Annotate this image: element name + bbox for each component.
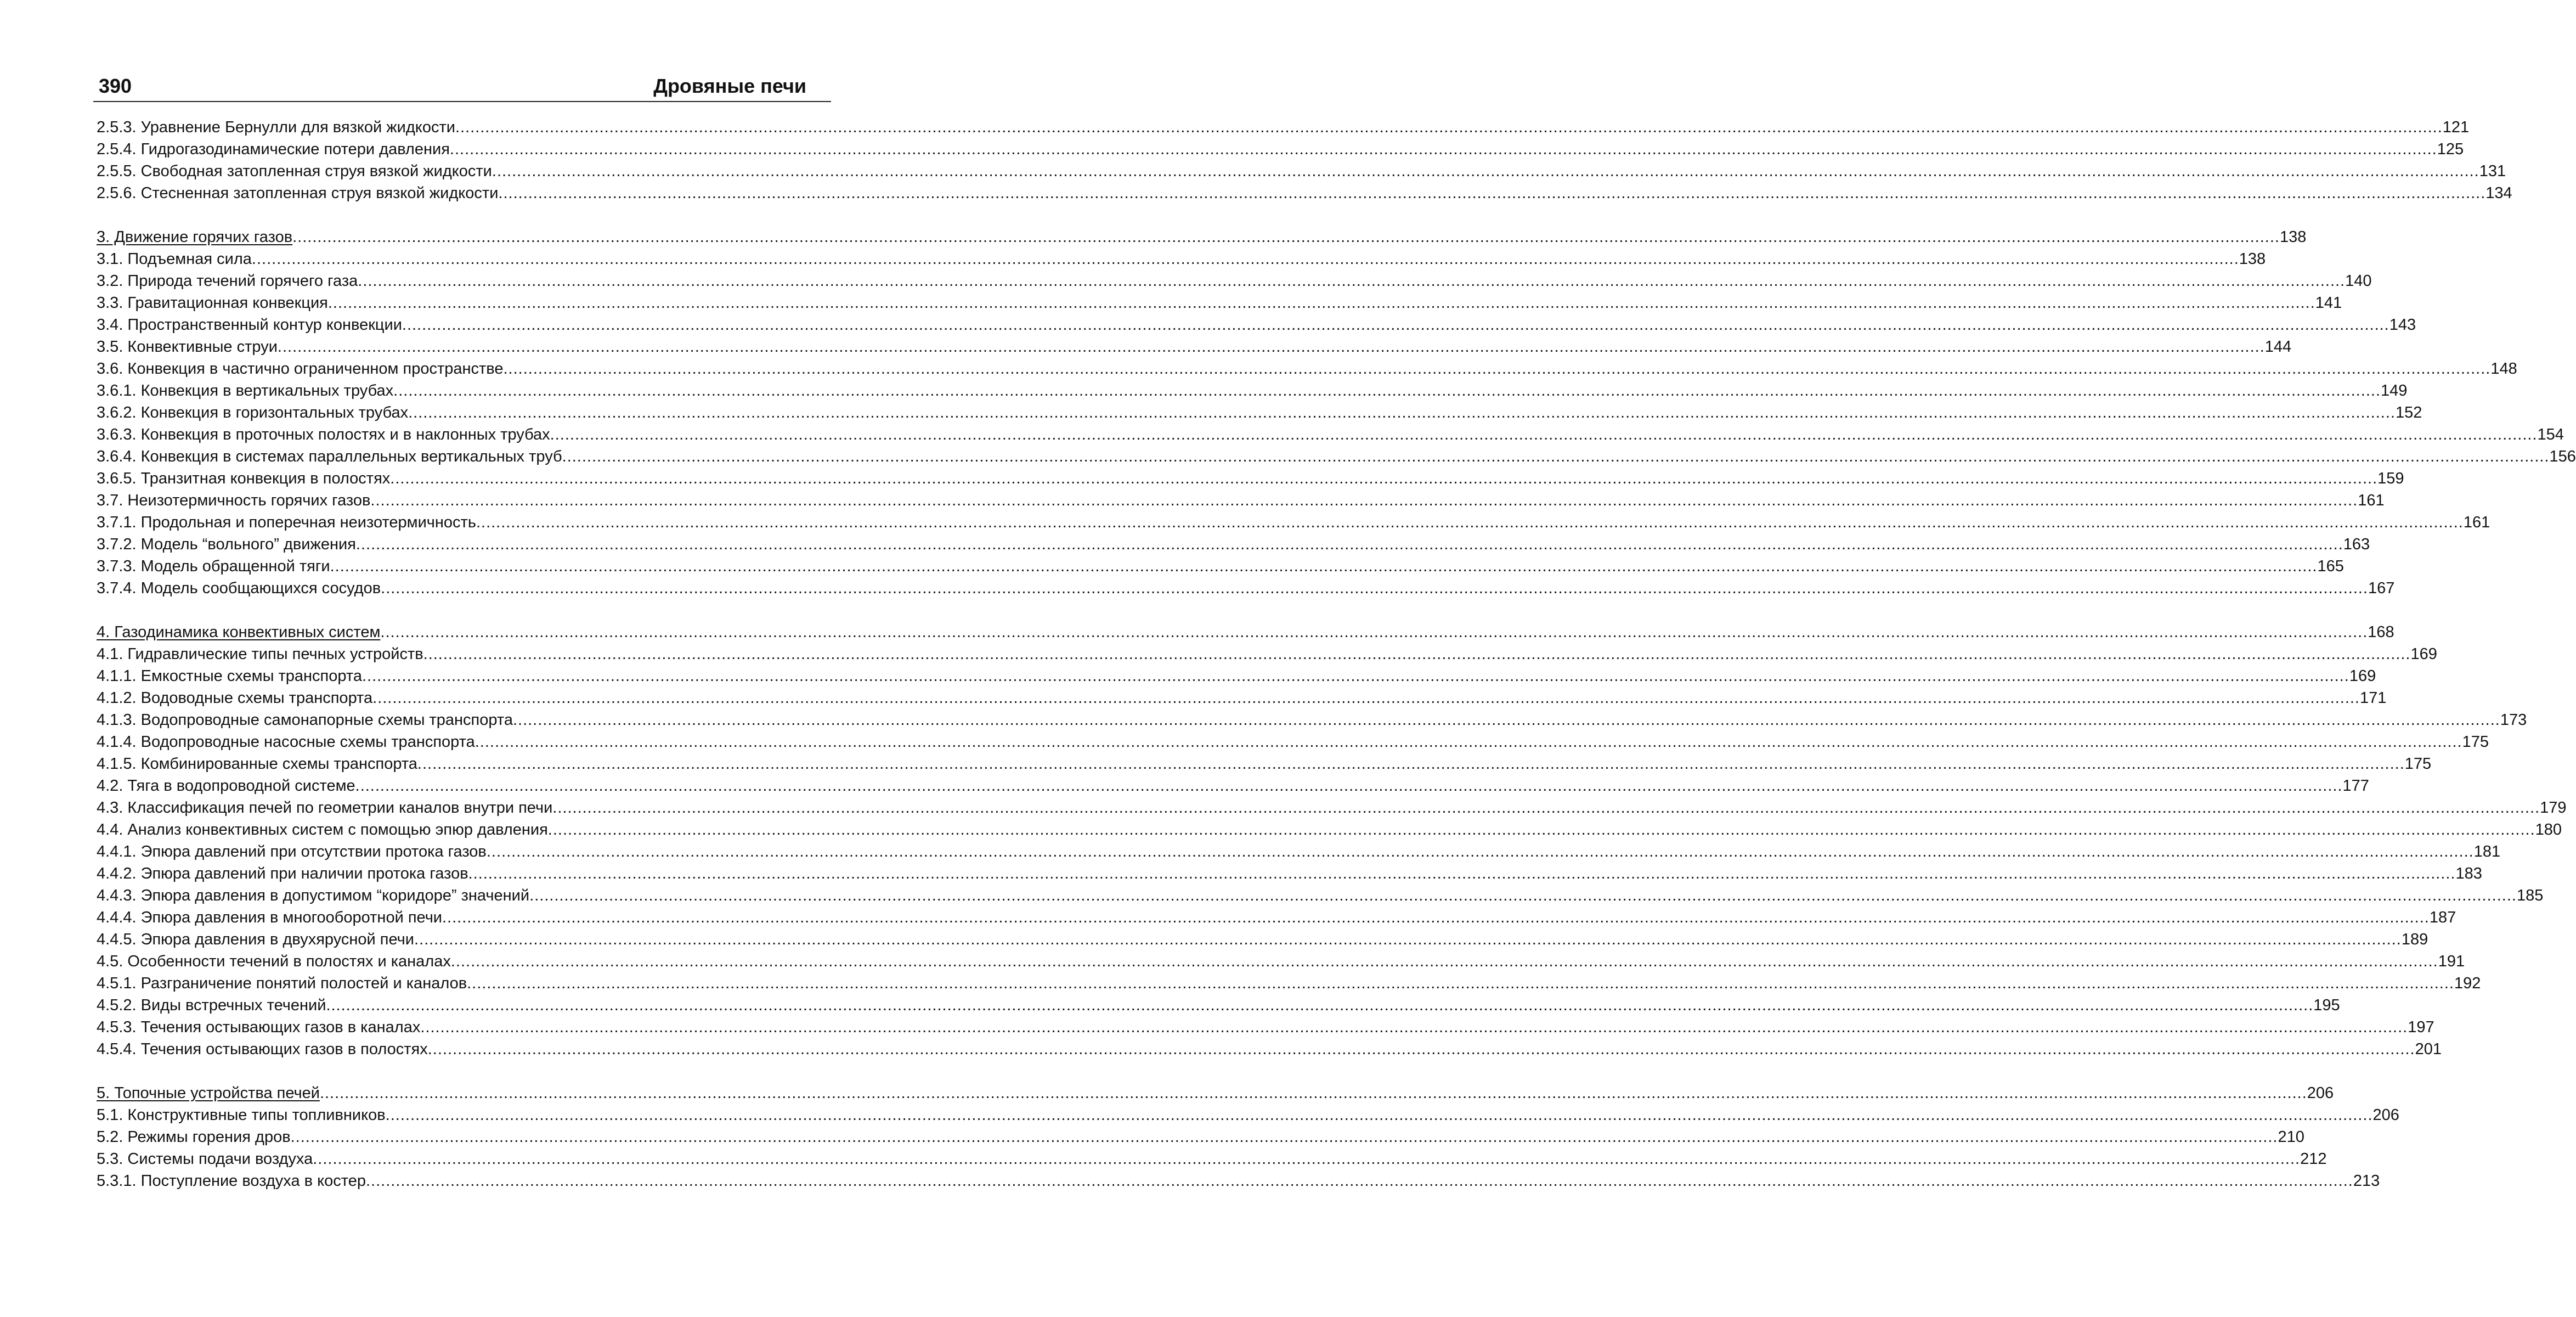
toc-entry[interactable] [97, 665, 2376, 687]
dot-leader: ................................................................................................................................................................................................................................................................................................................................................................................................................ [512, 711, 2500, 729]
dot-leader: ................................................................................................................................................................................................................................................................................................................................................................................................................ [468, 865, 2456, 882]
toc-entry-title: 4.1.3. Водопроводные самонапорные схемы транспорта [97, 711, 513, 729]
toc-entry[interactable] [97, 555, 2344, 577]
toc-entry[interactable] [97, 138, 2464, 160]
toc-entry-title: 3.6.4. Конвекция в системах параллельных вертикальных труб [97, 448, 562, 465]
toc-entry[interactable] [97, 797, 2567, 819]
dot-leader: ................................................................................................................................................................................................................................................................................................................................................................................................................ [474, 733, 2462, 751]
toc-entry[interactable] [97, 819, 2562, 841]
dot-leader: ................................................................................................................................................................................................................................................................................................................................................................................................................ [547, 821, 2535, 838]
running-title: Дровяные печи [653, 75, 806, 97]
dot-leader: ................................................................................................................................................................................................................................................................................................................................................................................................................ [455, 119, 2443, 136]
section-gap [97, 599, 829, 621]
toc-entry-page: 156 [2549, 448, 2576, 465]
dot-leader: ................................................................................................................................................................................................................................................................................................................................................................................................................ [326, 997, 2314, 1014]
toc-entry-page: 179 [2540, 799, 2567, 817]
toc-entry-page: 195 [2313, 997, 2340, 1014]
toc-chapter-heading[interactable] [97, 621, 2394, 643]
toc-entry-title: 3.6.1. Конвекция в вертикальных трубах [97, 382, 394, 399]
dot-leader: ................................................................................................................................................................................................................................................................................................................................................................................................................ [414, 931, 2402, 948]
toc-entry-title: 4.1. Гидравлические типы печных устройств [97, 645, 423, 663]
toc-entry-page: 161 [2358, 492, 2385, 509]
toc-entry-page: 181 [2473, 843, 2501, 860]
toc-entry[interactable] [97, 577, 2395, 599]
toc-entry[interactable] [97, 160, 2506, 182]
toc-entry[interactable] [97, 841, 2501, 863]
toc-entry[interactable] [97, 775, 2369, 797]
toc-entry[interactable] [97, 292, 2342, 314]
toc-entry[interactable] [97, 116, 2470, 138]
dot-leader: ................................................................................................................................................................................................................................................................................................................................................................................................................ [492, 162, 2479, 180]
dot-leader: ................................................................................................................................................................................................................................................................................................................................................................................................................ [251, 250, 2239, 268]
dot-leader: ................................................................................................................................................................................................................................................................................................................................................................................................................ [402, 316, 2389, 334]
dot-leader: ................................................................................................................................................................................................................................................................................................................................................................................................................ [423, 645, 2411, 663]
toc-entry-title: 3.7.4. Модель сообщающихся сосудов [97, 579, 381, 597]
toc-entry[interactable] [97, 489, 2385, 511]
toc-entry-title: 3.6.2. Конвекция в горизонтальных трубах [97, 404, 409, 421]
toc-entry-page: 180 [2535, 821, 2562, 838]
toc-entry[interactable] [97, 533, 2370, 555]
dot-leader: ................................................................................................................................................................................................................................................................................................................................................................................................................ [498, 184, 2486, 202]
dot-leader: ................................................................................................................................................................................................................................................................................................................................................................................................................ [408, 404, 2396, 421]
dot-leader: ................................................................................................................................................................................................................................................................................................................................................................................................................ [355, 536, 2343, 553]
toc-entry-page: 121 [2442, 119, 2470, 136]
toc-entry-page: 177 [2342, 777, 2369, 795]
toc-entry-title: 3.1. Подъемная сила [97, 250, 252, 268]
toc-entry-page: 169 [2349, 667, 2376, 685]
toc-entry-page: 183 [2455, 865, 2482, 882]
section-gap [97, 204, 829, 226]
page-number: 390 [99, 75, 132, 97]
toc-entry-title: 3.4. Пространственный контур конвекции [97, 316, 402, 334]
toc-entry-title: 3.3. Гравитационная конвекция [97, 294, 328, 312]
dot-leader: ................................................................................................................................................................................................................................................................................................................................................................................................................ [290, 1128, 2278, 1146]
toc-entry-title: 4.4. Анализ конвективных систем с помощью эпюр давления [97, 821, 548, 838]
toc-entry[interactable] [97, 1170, 2380, 1192]
table-of-contents [97, 116, 2576, 1192]
toc-entry-page: 144 [2264, 338, 2292, 356]
toc-entry[interactable] [97, 402, 2422, 424]
toc-entry[interactable] [97, 1016, 2434, 1038]
toc-entry-title: 4.1.2. Водоводные схемы транспорта [97, 689, 373, 707]
toc-entry[interactable] [97, 972, 2481, 994]
dot-leader: ................................................................................................................................................................................................................................................................................................................................................................................................................ [450, 953, 2438, 970]
toc-entry-page: 185 [2516, 887, 2544, 904]
toc-entry[interactable] [97, 994, 2340, 1016]
toc-entry-title: 4.5. Особенности течений в полостях и каналах [97, 953, 451, 970]
toc-entry-page: 197 [2408, 1018, 2434, 1036]
toc-entry-page: 148 [2490, 360, 2517, 378]
toc-entry-title: 4. Газодинамика конвективных систем [97, 623, 381, 641]
toc-entry[interactable] [97, 446, 2576, 468]
toc-entry[interactable] [97, 950, 2465, 972]
toc-entry[interactable] [97, 753, 2432, 775]
dot-leader: ................................................................................................................................................................................................................................................................................................................................................................................................................ [420, 1018, 2408, 1036]
dot-leader: ................................................................................................................................................................................................................................................................................................................................................................................................................ [327, 294, 2315, 312]
toc-entry-page: 138 [2239, 250, 2266, 268]
toc-entry[interactable] [97, 182, 2512, 204]
toc-entry[interactable] [97, 1104, 2399, 1126]
toc-entry[interactable] [97, 907, 2456, 928]
toc-entry-title: 5.3. Системы подачи воздуха [97, 1150, 313, 1168]
toc-entry[interactable] [97, 709, 2527, 731]
dot-leader: ................................................................................................................................................................................................................................................................................................................................................................................................................ [381, 579, 2368, 597]
toc-entry-page: 213 [2353, 1172, 2380, 1190]
dot-leader: ................................................................................................................................................................................................................................................................................................................................................................................................................ [366, 1172, 2353, 1190]
dot-leader: ................................................................................................................................................................................................................................................................................................................................................................................................................ [449, 140, 2437, 158]
toc-entry-title: 5. Топочные устройства печей [97, 1084, 320, 1102]
toc-entry-page: 131 [2479, 162, 2506, 180]
toc-entry-page: 159 [2377, 470, 2404, 487]
toc-entry[interactable] [97, 380, 2408, 402]
dot-leader: ................................................................................................................................................................................................................................................................................................................................................................................................................ [562, 448, 2550, 465]
toc-entry-title: 4.1.4. Водопроводные насосные схемы транспорта [97, 733, 475, 751]
toc-entry[interactable] [97, 424, 2564, 446]
toc-entry-page: 175 [2404, 755, 2432, 773]
dot-leader: ................................................................................................................................................................................................................................................................................................................................................................................................................ [380, 623, 2368, 641]
toc-entry-title: 4.4.1. Эпюра давлений при отсутствии протока газов [97, 843, 487, 860]
toc-entry-page: 161 [2463, 514, 2490, 531]
toc-entry-title: 4.5.2. Виды встречных течений [97, 997, 326, 1014]
toc-entry-title: 3.2. Природа течений горячего газа [97, 272, 358, 290]
toc-entry-title: 4.2. Тяга в водопроводной системе [97, 777, 355, 795]
toc-entry-page: 154 [2537, 426, 2564, 443]
toc-entry[interactable] [97, 928, 2428, 950]
toc-entry-page: 169 [2410, 645, 2437, 663]
toc-entry-page: 212 [2300, 1150, 2327, 1168]
toc-chapter-heading[interactable] [97, 226, 2307, 248]
dot-leader: ................................................................................................................................................................................................................................................................................................................................................................................................................ [552, 799, 2540, 817]
toc-entry-title: 2.5.4. Гидрогазодинамические потери давления [97, 140, 450, 158]
dot-leader: ................................................................................................................................................................................................................................................................................................................................................................................................................ [330, 558, 2318, 575]
toc-entry[interactable] [97, 511, 2490, 533]
toc-entry-title: 4.1.1. Емкостные схемы транспорта [97, 667, 362, 685]
toc-entry[interactable] [97, 1126, 2304, 1148]
dot-leader: ................................................................................................................................................................................................................................................................................................................................................................................................................ [370, 492, 2358, 509]
toc-entry-title: 3.7.2. Модель “вольного” движения [97, 536, 356, 553]
dot-leader: ................................................................................................................................................................................................................................................................................................................................................................................................................ [427, 1040, 2415, 1058]
toc-entry-page: 165 [2317, 558, 2344, 575]
toc-entry-title: 3.5. Конвективные струи [97, 338, 278, 356]
toc-entry-page: 192 [2454, 975, 2481, 992]
toc-entry-page: 173 [2500, 711, 2527, 729]
toc-entry-page: 189 [2401, 931, 2428, 948]
toc-entry-title: 4.4.5. Эпюра давления в двухярусной печи [97, 931, 414, 948]
toc-entry-page: 168 [2368, 623, 2394, 641]
toc-entry-title: 3.6. Конвекция в частично ограниченном пространстве [97, 360, 504, 378]
dot-leader: ................................................................................................................................................................................................................................................................................................................................................................................................................ [319, 1084, 2307, 1102]
toc-entry-page: 140 [2345, 272, 2372, 290]
toc-entry[interactable] [97, 314, 2416, 336]
toc-entry-page: 201 [2415, 1040, 2442, 1058]
toc-entry-page: 143 [2389, 316, 2416, 334]
toc-entry[interactable] [97, 731, 2489, 753]
toc-entry[interactable] [97, 336, 2292, 358]
toc-entry[interactable] [97, 270, 2372, 292]
toc-entry[interactable] [97, 863, 2482, 885]
toc-entry[interactable] [97, 687, 2387, 709]
dot-leader: ................................................................................................................................................................................................................................................................................................................................................................................................................ [503, 360, 2491, 378]
toc-entry-page: 187 [2429, 909, 2456, 926]
toc-entry[interactable] [97, 885, 2544, 907]
toc-entry-page: 141 [2315, 294, 2342, 312]
toc-entry[interactable] [97, 1148, 2327, 1170]
toc-entry-page: 210 [2278, 1128, 2304, 1146]
dot-leader: ................................................................................................................................................................................................................................................................................................................................................................................................................ [390, 470, 2378, 487]
toc-entry-page: 149 [2381, 382, 2408, 399]
toc-entry-page: 134 [2485, 184, 2512, 202]
dot-leader: ................................................................................................................................................................................................................................................................................................................................................................................................................ [385, 1106, 2373, 1124]
dot-leader: ................................................................................................................................................................................................................................................................................................................................................................................................................ [529, 887, 2517, 904]
dot-leader: ................................................................................................................................................................................................................................................................................................................................................................................................................ [476, 514, 2464, 531]
dot-leader: ................................................................................................................................................................................................................................................................................................................................................................................................................ [372, 689, 2360, 707]
toc-entry-title: 4.4.3. Эпюра давления в допустимом “коридоре” значений [97, 887, 530, 904]
toc-entry-title: 5.2. Режимы горения дров [97, 1128, 291, 1146]
toc-entry-title: 4.4.2. Эпюра давлений при наличии протока газов [97, 865, 468, 882]
dot-leader: ................................................................................................................................................................................................................................................................................................................................................................................................................ [358, 272, 2346, 290]
dot-leader: ................................................................................................................................................................................................................................................................................................................................................................................................................ [550, 426, 2538, 443]
dot-leader: ................................................................................................................................................................................................................................................................................................................................................................................................................ [467, 975, 2454, 992]
toc-entry-title: 4.5.4. Течения остывающих газов в полостях [97, 1040, 428, 1058]
toc-entry-title: 2.5.5. Свободная затопленная струя вязкой жидкости [97, 162, 492, 180]
toc-entry-title: 3.6.3. Конвекция в проточных полостях и в наклонных трубах [97, 426, 550, 443]
dot-leader: ................................................................................................................................................................................................................................................................................................................................................................................................................ [442, 909, 2430, 926]
toc-entry-page: 171 [2360, 689, 2387, 707]
toc-entry-title: 5.1. Конструктивные типы топливников [97, 1106, 386, 1124]
toc-entry-title: 4.5.1. Разграничение понятий полостей и каналов [97, 975, 467, 992]
toc-entry[interactable] [97, 248, 2266, 270]
toc-entry-title: 3.6.5. Транзитная конвекция в полостях [97, 470, 391, 487]
toc-entry-title: 4.1.5. Комбинированные схемы транспорта [97, 755, 417, 773]
toc-entry-title: 5.3.1. Поступление воздуха в костер [97, 1172, 366, 1190]
toc-entry[interactable] [97, 468, 2404, 489]
toc-entry-title: 3.7.1. Продольная и поперечная неизотермичность [97, 514, 476, 531]
dot-leader: ................................................................................................................................................................................................................................................................................................................................................................................................................ [292, 228, 2280, 246]
dot-leader: ................................................................................................................................................................................................................................................................................................................................................................................................................ [355, 777, 2343, 795]
header-rule [93, 101, 831, 102]
toc-entry-page: 163 [2343, 536, 2370, 553]
toc-entry-title: 4.4.4. Эпюра давления в многооборотной печи [97, 909, 442, 926]
dot-leader: ................................................................................................................................................................................................................................................................................................................................................................................................................ [417, 755, 2405, 773]
dot-leader: ................................................................................................................................................................................................................................................................................................................................................................................................................ [313, 1150, 2301, 1168]
toc-entry-title: 3.7. Неизотермичность горячих газов [97, 492, 371, 509]
toc-entry-page: 167 [2368, 579, 2395, 597]
toc-entry-page: 125 [2437, 140, 2464, 158]
toc-entry-page: 138 [2279, 228, 2307, 246]
toc-entry-title: 4.3. Классификация печей по геометрии каналов внутри печи [97, 799, 553, 817]
toc-entry-page: 152 [2395, 404, 2422, 421]
dot-leader: ................................................................................................................................................................................................................................................................................................................................................................................................................ [393, 382, 2381, 399]
dot-leader: ................................................................................................................................................................................................................................................................................................................................................................................................................ [277, 338, 2265, 356]
toc-entry-title: 3. Движение горячих газов [97, 228, 293, 246]
toc-entry-page: 206 [2307, 1084, 2334, 1102]
toc-entry-page: 191 [2438, 953, 2465, 970]
dot-leader: ................................................................................................................................................................................................................................................................................................................................................................................................................ [486, 843, 2474, 860]
page-header [93, 72, 831, 102]
section-gap [97, 1060, 829, 1082]
toc-entry-page: 206 [2372, 1106, 2399, 1124]
toc-entry-title: 2.5.3. Уравнение Бернулли для вязкой жидкости [97, 119, 455, 136]
toc-entry[interactable] [97, 643, 2437, 665]
toc-entry[interactable] [97, 1038, 2442, 1060]
toc-entry-title: 3.7.3. Модель обращенной тяги [97, 558, 330, 575]
toc-entry-title: 4.5.3. Течения остывающих газов в каналах [97, 1018, 421, 1036]
toc-entry-title: 2.5.6. Стесненная затопленная струя вязкой жидкости [97, 184, 499, 202]
dot-leader: ................................................................................................................................................................................................................................................................................................................................................................................................................ [361, 667, 2349, 685]
toc-chapter-heading[interactable] [97, 1082, 2334, 1104]
toc-entry-page: 175 [2462, 733, 2489, 751]
toc-entry[interactable] [97, 358, 2517, 380]
